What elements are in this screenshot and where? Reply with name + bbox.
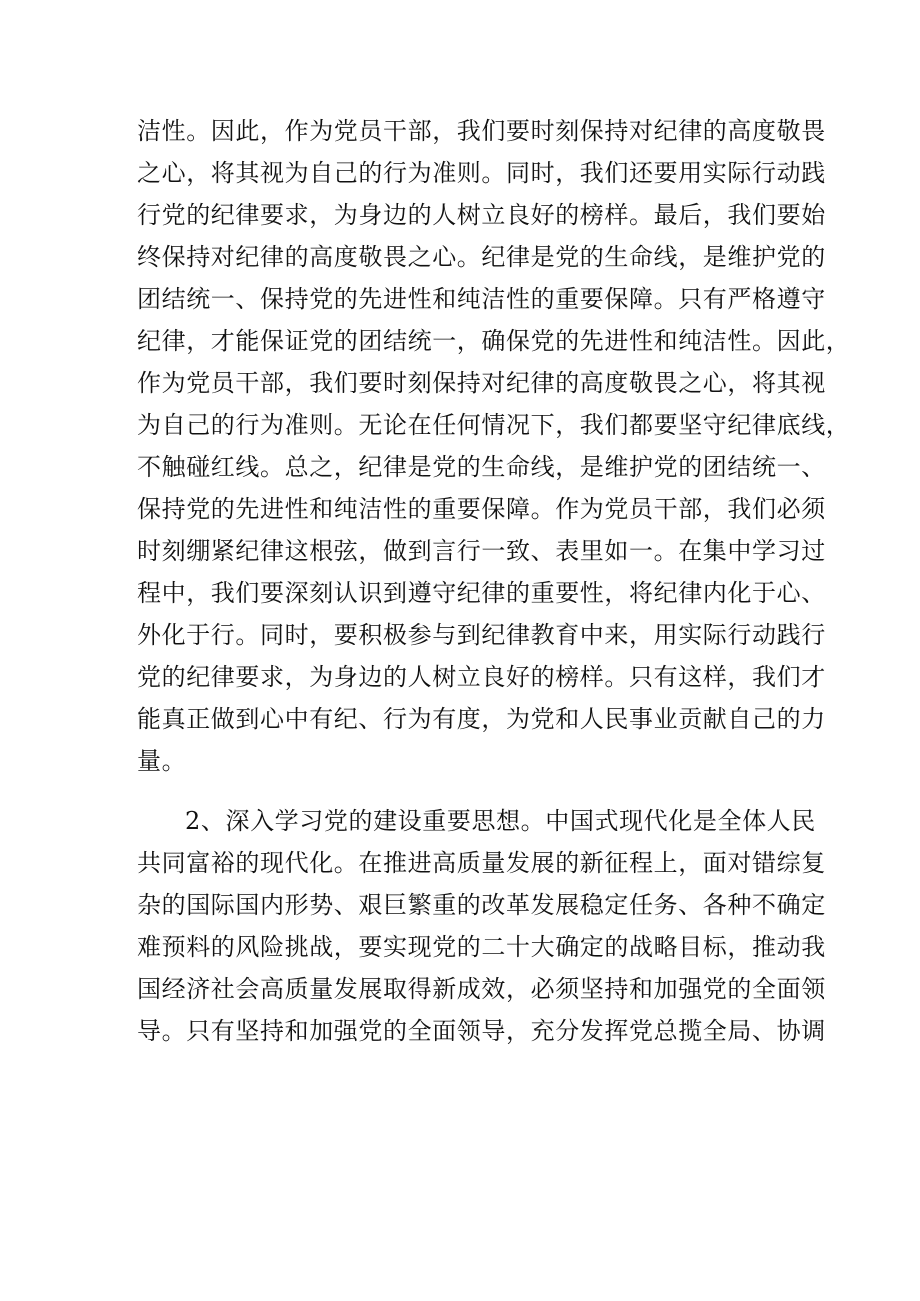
text-line: 能真正做到心中有纪、行为有度，为党和人民事业贡献自己的力	[137, 705, 826, 733]
text-line: 行党的纪律要求，为身边的人树立良好的榜样。最后，我们要始	[137, 201, 826, 229]
text-line: 时刻绷紧纪律这根弦，做到言行一致、表里如一。在集中学习过	[137, 537, 826, 565]
text-line: 终保持对纪律的高度敬畏之心。纪律是党的生命线，是维护党的	[137, 243, 826, 271]
text-line: 保持党的先进性和纯洁性的重要保障。作为党员干部，我们必须	[137, 495, 826, 523]
text-line: 共同富裕的现代化。在推进高质量发展的新征程上，面对错综复	[137, 849, 826, 877]
text-line: 党的纪律要求，为身边的人树立良好的榜样。只有这样，我们才	[137, 663, 826, 691]
body-text	[137, 110, 851, 1052]
text-line: 不触碰红线。总之，纪律是党的生命线，是维护党的团结统一、	[137, 453, 826, 481]
text-line: 量。	[137, 747, 187, 775]
text-line: 难预料的风险挑战，要实现党的二十大确定的战略目标，推动我	[137, 933, 826, 961]
text-line: 团结统一、保持党的先进性和纯洁性的重要保障。只有严格遵守	[137, 285, 826, 313]
paragraph-spacer	[137, 782, 800, 800]
text-line: 为自己的行为准则。无论在任何情况下，我们都要坚守纪律底线，	[137, 411, 851, 439]
text-line: 外化于行。同时，要积极参与到纪律教育中来，用实际行动践行	[137, 621, 826, 649]
text-line: 纪律，才能保证党的团结统一，确保党的先进性和纯洁性。因此，	[137, 327, 851, 355]
text-line: 国经济社会高质量发展取得新成效，必须坚持和加强党的全面领	[137, 975, 826, 1003]
text-line: 程中，我们要深刻认识到遵守纪律的重要性，将纪律内化于心、	[137, 579, 826, 607]
text-line: 之心，将其视为自己的行为准则。同时，我们还要用实际行动践	[137, 159, 826, 187]
paragraph-2	[137, 800, 826, 1052]
text-line: 2、深入学习党的建设重要思想。中国式现代化是全体人民	[185, 807, 816, 835]
text-line: 导。只有坚持和加强党的全面领导，充分发挥党总揽全局、协调	[137, 1017, 826, 1045]
text-line: 洁性。因此，作为党员干部，我们要时刻保持对纪律的高度敬畏	[137, 117, 826, 145]
text-line: 杂的国际国内形势、艰巨繁重的改革发展稳定任务、各种不确定	[137, 891, 826, 919]
paragraph-1	[137, 110, 851, 782]
text-line: 作为党员干部，我们要时刻保持对纪律的高度敬畏之心，将其视	[137, 369, 826, 397]
